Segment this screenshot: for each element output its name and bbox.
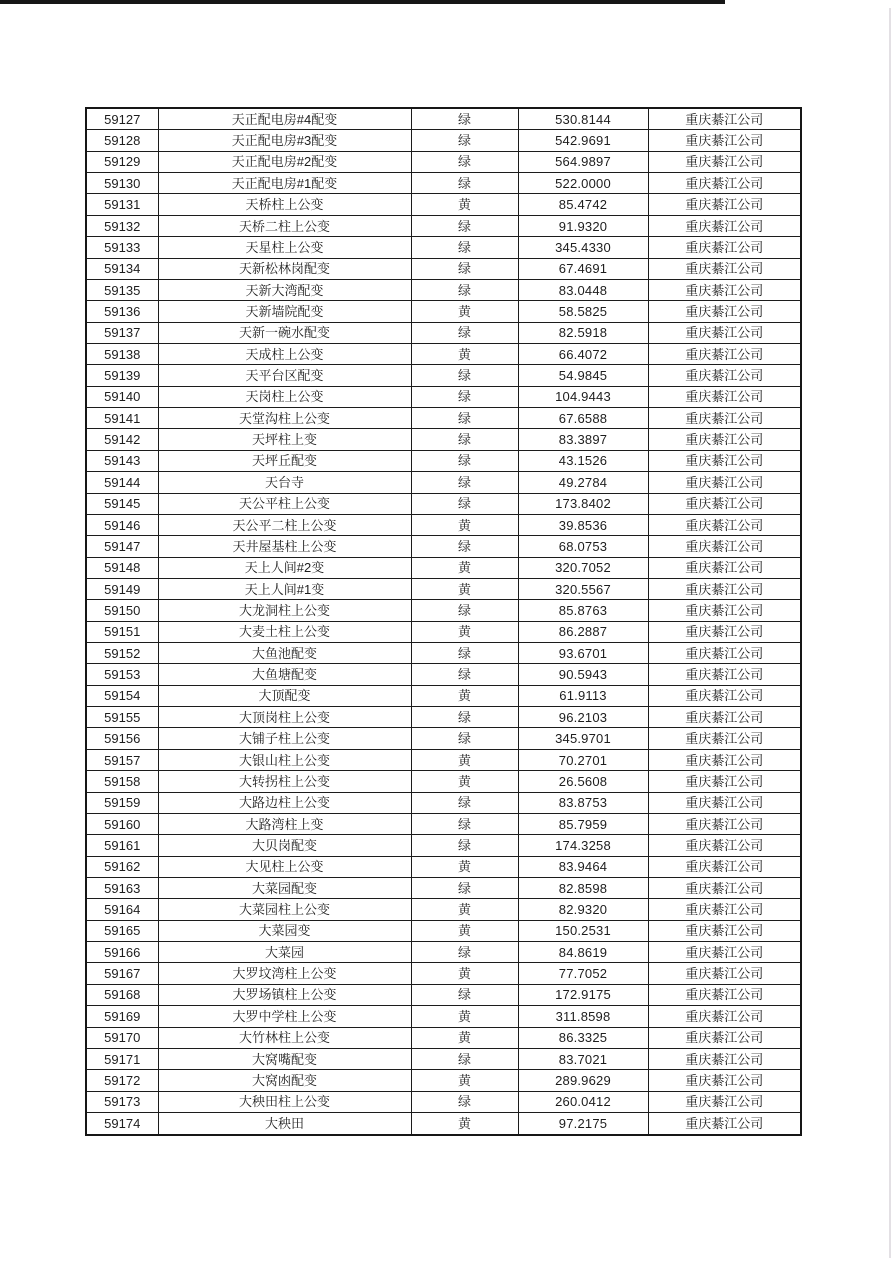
row-value-cell: 260.0412 (518, 1091, 648, 1112)
row-id-cell: 59132 (86, 215, 158, 236)
table-row (86, 984, 801, 1005)
table-row (86, 877, 801, 898)
row-status-cell: 绿 (411, 728, 518, 749)
table-row (86, 813, 801, 834)
row-company-cell: 重庆綦江公司 (648, 1112, 801, 1135)
row-value-cell: 86.3325 (518, 1027, 648, 1048)
table-row (86, 1048, 801, 1069)
row-company-cell: 重庆綦江公司 (648, 173, 801, 194)
row-status-cell: 绿 (411, 279, 518, 300)
row-company-cell: 重庆綦江公司 (648, 643, 801, 664)
row-status-cell: 绿 (411, 664, 518, 685)
row-company-cell: 重庆綦江公司 (648, 899, 801, 920)
row-id-cell: 59160 (86, 813, 158, 834)
row-value-cell: 91.9320 (518, 215, 648, 236)
row-company-cell: 重庆綦江公司 (648, 429, 801, 450)
table-row (86, 108, 801, 130)
row-id-cell: 59138 (86, 344, 158, 365)
row-name-cell: 大秧田 (158, 1112, 411, 1135)
row-status-cell: 黄 (411, 1070, 518, 1091)
row-name-cell: 天新松林岗配变 (158, 258, 411, 279)
row-id-cell: 59148 (86, 557, 158, 578)
row-company-cell: 重庆綦江公司 (648, 771, 801, 792)
row-name-cell: 大路湾柱上变 (158, 813, 411, 834)
row-name-cell: 天新墙院配变 (158, 301, 411, 322)
row-status-cell: 黄 (411, 749, 518, 770)
row-status-cell: 黄 (411, 301, 518, 322)
row-status-cell: 绿 (411, 173, 518, 194)
row-id-cell: 59166 (86, 942, 158, 963)
row-id-cell: 59145 (86, 493, 158, 514)
transformer-table (85, 107, 802, 1136)
row-name-cell: 大转拐柱上公变 (158, 771, 411, 792)
row-company-cell: 重庆綦江公司 (648, 856, 801, 877)
scan-edge-artifact-right (889, 8, 891, 1258)
row-value-cell: 67.4691 (518, 258, 648, 279)
row-name-cell: 大路边柱上公变 (158, 792, 411, 813)
row-company-cell: 重庆綦江公司 (648, 322, 801, 343)
row-company-cell: 重庆綦江公司 (648, 215, 801, 236)
row-status-cell: 绿 (411, 984, 518, 1005)
table-row (86, 130, 801, 151)
row-status-cell: 绿 (411, 493, 518, 514)
row-status-cell: 绿 (411, 408, 518, 429)
row-company-cell: 重庆綦江公司 (648, 813, 801, 834)
table-row (86, 151, 801, 172)
row-company-cell: 重庆綦江公司 (648, 279, 801, 300)
row-company-cell: 重庆綦江公司 (648, 344, 801, 365)
row-value-cell: 70.2701 (518, 749, 648, 770)
row-company-cell: 重庆綦江公司 (648, 942, 801, 963)
row-name-cell: 天岗柱上公变 (158, 386, 411, 407)
row-value-cell: 61.9113 (518, 685, 648, 706)
row-value-cell: 85.8763 (518, 600, 648, 621)
table-row (86, 557, 801, 578)
table-row (86, 835, 801, 856)
table-row (86, 920, 801, 941)
row-name-cell: 天井屋基柱上公变 (158, 536, 411, 557)
row-value-cell: 345.4330 (518, 237, 648, 258)
row-name-cell: 天堂沟柱上公变 (158, 408, 411, 429)
row-company-cell: 重庆綦江公司 (648, 151, 801, 172)
row-id-cell: 59156 (86, 728, 158, 749)
row-id-cell: 59133 (86, 237, 158, 258)
row-value-cell: 150.2531 (518, 920, 648, 941)
row-name-cell: 天坪丘配变 (158, 450, 411, 471)
row-company-cell: 重庆綦江公司 (648, 835, 801, 856)
row-id-cell: 59157 (86, 749, 158, 770)
row-value-cell: 104.9443 (518, 386, 648, 407)
row-id-cell: 59127 (86, 108, 158, 130)
row-status-cell: 绿 (411, 130, 518, 151)
row-id-cell: 59159 (86, 792, 158, 813)
row-company-cell: 重庆綦江公司 (648, 707, 801, 728)
row-company-cell: 重庆綦江公司 (648, 920, 801, 941)
row-id-cell: 59161 (86, 835, 158, 856)
row-name-cell: 大贝岗配变 (158, 835, 411, 856)
row-id-cell: 59172 (86, 1070, 158, 1091)
row-value-cell: 522.0000 (518, 173, 648, 194)
table-row (86, 536, 801, 557)
row-id-cell: 59140 (86, 386, 158, 407)
row-value-cell: 54.9845 (518, 365, 648, 386)
row-company-cell: 重庆綦江公司 (648, 1070, 801, 1091)
row-id-cell: 59144 (86, 472, 158, 493)
row-status-cell: 黄 (411, 1027, 518, 1048)
row-id-cell: 59168 (86, 984, 158, 1005)
row-company-cell: 重庆綦江公司 (648, 557, 801, 578)
row-value-cell: 320.7052 (518, 557, 648, 578)
row-name-cell: 大罗坟湾柱上公变 (158, 963, 411, 984)
table-row (86, 237, 801, 258)
row-value-cell: 58.5825 (518, 301, 648, 322)
row-status-cell: 绿 (411, 835, 518, 856)
table-row (86, 344, 801, 365)
row-status-cell: 黄 (411, 1112, 518, 1135)
row-name-cell: 大菜园 (158, 942, 411, 963)
row-company-cell: 重庆綦江公司 (648, 130, 801, 151)
row-name-cell: 大菜园变 (158, 920, 411, 941)
table-row (86, 301, 801, 322)
row-value-cell: 173.8402 (518, 493, 648, 514)
row-name-cell: 大见柱上公变 (158, 856, 411, 877)
row-id-cell: 59158 (86, 771, 158, 792)
row-value-cell: 96.2103 (518, 707, 648, 728)
row-company-cell: 重庆綦江公司 (648, 386, 801, 407)
row-id-cell: 59153 (86, 664, 158, 685)
row-status-cell: 绿 (411, 237, 518, 258)
row-company-cell: 重庆綦江公司 (648, 108, 801, 130)
row-status-cell: 黄 (411, 856, 518, 877)
table-row (86, 322, 801, 343)
row-company-cell: 重庆綦江公司 (648, 621, 801, 642)
table-row (86, 600, 801, 621)
row-value-cell: 84.8619 (518, 942, 648, 963)
row-value-cell: 83.8753 (518, 792, 648, 813)
row-value-cell: 49.2784 (518, 472, 648, 493)
row-name-cell: 大顶岗柱上公变 (158, 707, 411, 728)
row-status-cell: 绿 (411, 536, 518, 557)
row-status-cell: 黄 (411, 557, 518, 578)
row-value-cell: 564.9897 (518, 151, 648, 172)
table-row (86, 365, 801, 386)
row-name-cell: 大窝凼配变 (158, 1070, 411, 1091)
row-status-cell: 绿 (411, 600, 518, 621)
row-status-cell: 绿 (411, 386, 518, 407)
table-row (86, 173, 801, 194)
row-name-cell: 天上人间#1变 (158, 578, 411, 599)
row-company-cell: 重庆綦江公司 (648, 258, 801, 279)
row-id-cell: 59174 (86, 1112, 158, 1135)
row-id-cell: 59152 (86, 643, 158, 664)
row-id-cell: 59147 (86, 536, 158, 557)
row-value-cell: 85.7959 (518, 813, 648, 834)
row-id-cell: 59163 (86, 877, 158, 898)
row-id-cell: 59155 (86, 707, 158, 728)
row-company-cell: 重庆綦江公司 (648, 600, 801, 621)
row-name-cell: 天上人间#2变 (158, 557, 411, 578)
row-name-cell: 大竹林柱上公变 (158, 1027, 411, 1048)
row-company-cell: 重庆綦江公司 (648, 877, 801, 898)
row-company-cell: 重庆綦江公司 (648, 1027, 801, 1048)
table-row (86, 771, 801, 792)
row-id-cell: 59150 (86, 600, 158, 621)
row-id-cell: 59129 (86, 151, 158, 172)
row-value-cell: 82.8598 (518, 877, 648, 898)
table-row (86, 578, 801, 599)
row-status-cell: 绿 (411, 792, 518, 813)
row-value-cell: 26.5608 (518, 771, 648, 792)
row-company-cell: 重庆綦江公司 (648, 408, 801, 429)
table-row (86, 685, 801, 706)
row-id-cell: 59136 (86, 301, 158, 322)
table-row (86, 899, 801, 920)
row-status-cell: 绿 (411, 1091, 518, 1112)
row-value-cell: 172.9175 (518, 984, 648, 1005)
table-row (86, 1027, 801, 1048)
row-value-cell: 542.9691 (518, 130, 648, 151)
row-value-cell: 82.5918 (518, 322, 648, 343)
row-value-cell: 67.6588 (518, 408, 648, 429)
table-row (86, 1070, 801, 1091)
table-row (86, 450, 801, 471)
row-value-cell: 83.9464 (518, 856, 648, 877)
row-id-cell: 59164 (86, 899, 158, 920)
row-id-cell: 59165 (86, 920, 158, 941)
row-id-cell: 59149 (86, 578, 158, 599)
row-name-cell: 天公平二柱上公变 (158, 514, 411, 535)
table-row (86, 749, 801, 770)
table-row (86, 429, 801, 450)
row-status-cell: 绿 (411, 877, 518, 898)
row-status-cell: 黄 (411, 621, 518, 642)
row-name-cell: 大秧田柱上公变 (158, 1091, 411, 1112)
row-status-cell: 黄 (411, 1006, 518, 1027)
row-id-cell: 59169 (86, 1006, 158, 1027)
row-name-cell: 大鱼池配变 (158, 643, 411, 664)
row-status-cell: 黄 (411, 920, 518, 941)
row-status-cell: 绿 (411, 429, 518, 450)
row-name-cell: 天桥二柱上公变 (158, 215, 411, 236)
row-name-cell: 天平台区配变 (158, 365, 411, 386)
row-status-cell: 绿 (411, 1048, 518, 1069)
table-row (86, 664, 801, 685)
row-name-cell: 天坪柱上变 (158, 429, 411, 450)
row-value-cell: 77.7052 (518, 963, 648, 984)
row-status-cell: 绿 (411, 707, 518, 728)
row-value-cell: 90.5943 (518, 664, 648, 685)
table-row (86, 493, 801, 514)
table-row (86, 1006, 801, 1027)
table-row (86, 707, 801, 728)
row-id-cell: 59135 (86, 279, 158, 300)
row-id-cell: 59146 (86, 514, 158, 535)
row-value-cell: 86.2887 (518, 621, 648, 642)
row-value-cell: 83.0448 (518, 279, 648, 300)
row-value-cell: 83.3897 (518, 429, 648, 450)
row-value-cell: 85.4742 (518, 194, 648, 215)
table-row (86, 386, 801, 407)
row-company-cell: 重庆綦江公司 (648, 1048, 801, 1069)
table-row (86, 194, 801, 215)
row-name-cell: 天台寺 (158, 472, 411, 493)
table-row (86, 792, 801, 813)
row-status-cell: 绿 (411, 942, 518, 963)
row-company-cell: 重庆綦江公司 (648, 514, 801, 535)
row-status-cell: 黄 (411, 771, 518, 792)
row-company-cell: 重庆綦江公司 (648, 301, 801, 322)
row-id-cell: 59139 (86, 365, 158, 386)
row-company-cell: 重庆綦江公司 (648, 749, 801, 770)
row-value-cell: 97.2175 (518, 1112, 648, 1135)
row-status-cell: 绿 (411, 472, 518, 493)
row-value-cell: 68.0753 (518, 536, 648, 557)
row-status-cell: 黄 (411, 194, 518, 215)
table-row (86, 258, 801, 279)
row-id-cell: 59162 (86, 856, 158, 877)
row-id-cell: 59154 (86, 685, 158, 706)
row-id-cell: 59170 (86, 1027, 158, 1048)
row-id-cell: 59142 (86, 429, 158, 450)
row-name-cell: 大罗中学柱上公变 (158, 1006, 411, 1027)
row-id-cell: 59128 (86, 130, 158, 151)
row-company-cell: 重庆綦江公司 (648, 536, 801, 557)
row-name-cell: 天星柱上公变 (158, 237, 411, 258)
row-company-cell: 重庆綦江公司 (648, 1091, 801, 1112)
row-company-cell: 重庆綦江公司 (648, 963, 801, 984)
row-name-cell: 大罗场镇柱上公变 (158, 984, 411, 1005)
row-name-cell: 大鱼塘配变 (158, 664, 411, 685)
row-name-cell: 大龙洞柱上公变 (158, 600, 411, 621)
table-row (86, 279, 801, 300)
row-name-cell: 大菜园配变 (158, 877, 411, 898)
transformer-table-body (86, 108, 801, 1135)
table-row (86, 856, 801, 877)
row-status-cell: 绿 (411, 258, 518, 279)
table-row (86, 472, 801, 493)
row-status-cell: 绿 (411, 108, 518, 130)
table-row (86, 408, 801, 429)
row-value-cell: 174.3258 (518, 835, 648, 856)
row-company-cell: 重庆綦江公司 (648, 578, 801, 599)
row-status-cell: 黄 (411, 344, 518, 365)
row-id-cell: 59131 (86, 194, 158, 215)
row-company-cell: 重庆綦江公司 (648, 365, 801, 386)
table-row (86, 963, 801, 984)
table-row (86, 643, 801, 664)
row-value-cell: 320.5567 (518, 578, 648, 599)
row-name-cell: 大菜园柱上公变 (158, 899, 411, 920)
row-status-cell: 绿 (411, 215, 518, 236)
row-name-cell: 天成柱上公变 (158, 344, 411, 365)
row-value-cell: 289.9629 (518, 1070, 648, 1091)
row-company-cell: 重庆綦江公司 (648, 664, 801, 685)
row-value-cell: 43.1526 (518, 450, 648, 471)
table-row (86, 942, 801, 963)
row-id-cell: 59141 (86, 408, 158, 429)
row-company-cell: 重庆綦江公司 (648, 792, 801, 813)
row-name-cell: 大麦土柱上公变 (158, 621, 411, 642)
row-name-cell: 天正配电房#3配变 (158, 130, 411, 151)
table-row (86, 215, 801, 236)
table-row (86, 621, 801, 642)
row-name-cell: 大铺子柱上公变 (158, 728, 411, 749)
row-company-cell: 重庆綦江公司 (648, 685, 801, 706)
row-status-cell: 黄 (411, 578, 518, 599)
row-id-cell: 59134 (86, 258, 158, 279)
row-status-cell: 绿 (411, 643, 518, 664)
row-name-cell: 天桥柱上公变 (158, 194, 411, 215)
scan-edge-artifact-top (0, 0, 725, 4)
row-company-cell: 重庆綦江公司 (648, 450, 801, 471)
row-status-cell: 黄 (411, 963, 518, 984)
row-id-cell: 59173 (86, 1091, 158, 1112)
row-status-cell: 黄 (411, 899, 518, 920)
row-value-cell: 311.8598 (518, 1006, 648, 1027)
row-value-cell: 530.8144 (518, 108, 648, 130)
row-status-cell: 绿 (411, 365, 518, 386)
row-value-cell: 345.9701 (518, 728, 648, 749)
row-status-cell: 绿 (411, 450, 518, 471)
row-name-cell: 大银山柱上公变 (158, 749, 411, 770)
row-company-cell: 重庆綦江公司 (648, 493, 801, 514)
row-value-cell: 93.6701 (518, 643, 648, 664)
table-row (86, 514, 801, 535)
row-id-cell: 59143 (86, 450, 158, 471)
row-name-cell: 天公平柱上公变 (158, 493, 411, 514)
row-status-cell: 黄 (411, 685, 518, 706)
row-id-cell: 59130 (86, 173, 158, 194)
row-value-cell: 39.8536 (518, 514, 648, 535)
row-name-cell: 天正配电房#2配变 (158, 151, 411, 172)
table-row (86, 1091, 801, 1112)
row-company-cell: 重庆綦江公司 (648, 194, 801, 215)
row-name-cell: 大顶配变 (158, 685, 411, 706)
table-row (86, 728, 801, 749)
row-company-cell: 重庆綦江公司 (648, 984, 801, 1005)
table-row (86, 1112, 801, 1135)
row-company-cell: 重庆綦江公司 (648, 237, 801, 258)
row-status-cell: 绿 (411, 813, 518, 834)
row-name-cell: 天新大湾配变 (158, 279, 411, 300)
row-name-cell: 大窝嘴配变 (158, 1048, 411, 1069)
row-company-cell: 重庆綦江公司 (648, 1006, 801, 1027)
row-id-cell: 59137 (86, 322, 158, 343)
row-value-cell: 82.9320 (518, 899, 648, 920)
row-company-cell: 重庆綦江公司 (648, 728, 801, 749)
row-value-cell: 83.7021 (518, 1048, 648, 1069)
row-name-cell: 天正配电房#4配变 (158, 108, 411, 130)
row-id-cell: 59151 (86, 621, 158, 642)
row-id-cell: 59167 (86, 963, 158, 984)
row-value-cell: 66.4072 (518, 344, 648, 365)
row-name-cell: 天正配电房#1配变 (158, 173, 411, 194)
row-status-cell: 绿 (411, 322, 518, 343)
row-status-cell: 绿 (411, 151, 518, 172)
row-id-cell: 59171 (86, 1048, 158, 1069)
row-company-cell: 重庆綦江公司 (648, 472, 801, 493)
row-name-cell: 天新一碗水配变 (158, 322, 411, 343)
row-status-cell: 黄 (411, 514, 518, 535)
